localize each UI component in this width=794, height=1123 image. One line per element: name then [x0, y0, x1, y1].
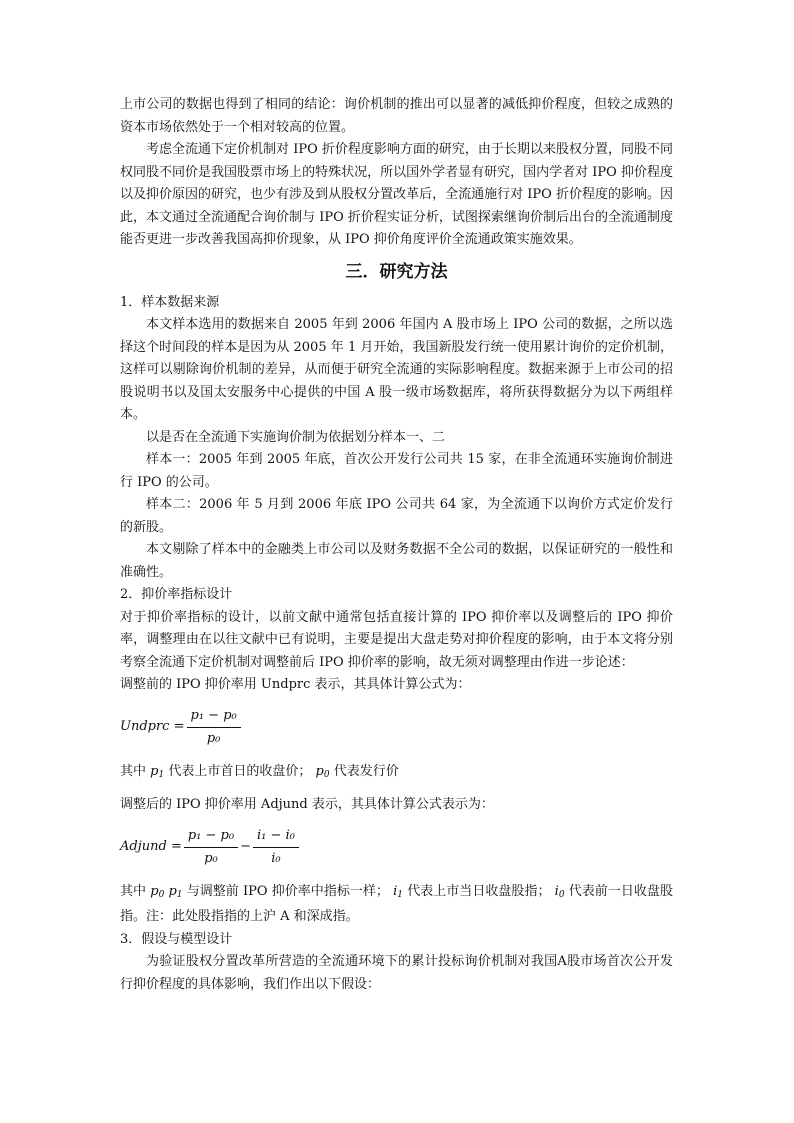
- paragraph-sample-one: 样本一：2005 年到 2005 年底，首次公开发行公司共 15 家，在非全流通环实施询价制进行 IPO 的公司。: [120, 452, 673, 490]
- paragraph-hypothesis-intro: 为验证股权分置改革所营造的全流通环境下的累计投标询价机制对我国A股市场首次公开发行抑价程度的具体影响，我们作出以下假设：: [120, 954, 673, 992]
- paragraph-research-motivation: 考虑全流通下定价机制对 IPO 折价程度影响方面的研究，由于长期以来股权分置，同股不同权同股不同价是我国股票市场上的特殊状况，所以国外学者显有研究，国内学者对 IPO 抑价程度以及抑价原因的研究，也少有涉及到从股权分置改革后，全流通施行对 IPO 折价程度的影响。因此，本文通过全流通配合询价制与 IPO 折价程实证分析，试图探索继询价制后出台的全流通制度能否更进一步改善我国高抑价现象，从 IPO 抑价角度评价全流通政策实施效果。: [120, 142, 673, 247]
- formula-adjund-lhs: Adjund =: [120, 839, 182, 855]
- section-title: 三．研究方法: [345, 261, 448, 282]
- formula-adjund: [120, 821, 673, 875]
- formula-adjund-denominator-index: i₀: [271, 851, 281, 866]
- paragraph-sample-exclusion: 本文剔除了样本中的金融类上市公司以及财务数据不全公司的数据，以保证研究的一般性和准确性。: [120, 542, 673, 580]
- formula-adjund-denominator-price: p₀: [204, 851, 218, 866]
- symbol-i0: $i_0$: [554, 883, 565, 900]
- subsection-heading-3: 3．假设与模型设计: [120, 931, 233, 947]
- symbol-p0-p1: $p_0$ $p_1$: [150, 883, 183, 900]
- text-i0-def: 代表前一日收盘股指。注：此处股指指的上沪 A 和深成指。: [120, 883, 673, 924]
- formula-undprc-numerator: p₁ − p₀: [187, 708, 241, 728]
- text-where-2: 其中: [120, 883, 147, 899]
- formula-undprc-denominator: p₀: [206, 731, 221, 746]
- paragraph-sample-split: 以是否在全流通下实施询价制为依据划分样本一、二: [146, 429, 446, 445]
- formula-adjund-numerator-index: i₁ − i₀: [253, 828, 299, 848]
- formula-undprc: [120, 701, 673, 755]
- text-where: 其中: [120, 763, 147, 779]
- paragraph-undprc-intro: 调整前的 IPO 抑价率用 Undprc 表示，其具体计算公式为：: [120, 677, 471, 692]
- text-p0-def: 代表发行价: [333, 763, 399, 779]
- paragraph-sample-two: 样本二：2006 年 5 月到 2006 年底 IPO 公司共 64 家，为全流通下以询价方式定价发行的新股。: [120, 497, 673, 535]
- paragraph-adjund-definitions: [120, 881, 673, 929]
- subsection-heading-2: 2．抑价率指标设计: [120, 587, 233, 602]
- paragraph-adjund-intro: 调整后的 IPO 抑价率用 Adjund 表示，其具体计算公式表示为：: [120, 797, 494, 812]
- text-same-as-before: 与调整前 IPO 抑价率中指标一样；: [186, 883, 389, 899]
- formula-adjund-fraction-price: [184, 828, 238, 867]
- text-p1-def: 代表上市首日的收盘价；: [168, 763, 312, 779]
- document-page: [120, 94, 673, 996]
- formula-undprc-lhs: Undprc =: [120, 719, 185, 735]
- symbol-p1: $p_1$: [150, 763, 165, 780]
- formula-adjund-fraction-index: [253, 828, 299, 867]
- paragraph-underpricing-design: 对于抑价率指标的设计，以前文献中通常包括直接计算的 IPO 抑价率以及调整后的 IPO 抑价率，调整理由在以往文献中已有说明，主要是提出大盘走势对抑价程度的影响，由于本文将分别考察全流通下定价机制对调整前后 IPO 抑价率的影响，故无须对调整理由作进一步论述：: [120, 609, 673, 670]
- paragraph-undprc-definitions: [120, 761, 673, 787]
- formula-undprc-fraction: [187, 708, 241, 747]
- paragraph-intro-continued: 上市公司的数据也得到了相同的结论：询价机制的推出可以显著的减低抑价程度，但较之成熟的资本市场依然处于一个相对较高的位置。: [120, 97, 673, 135]
- symbol-i1: $i_1$: [393, 883, 404, 900]
- symbol-p0: $p_0$: [315, 763, 330, 780]
- formula-adjund-numerator-price: p₁ − p₀: [184, 828, 238, 848]
- formula-adjund-minus: −: [240, 839, 251, 855]
- subsection-heading-1: 1．样本数据来源: [120, 294, 220, 310]
- text-i1-def: 代表上市当日收盘股指；: [407, 883, 551, 899]
- paragraph-sample-source: 本文样本选用的数据来自 2005 年到 2006 年国内 A 股市场上 IPO 公司的数据，之所以选择这个时间段的样本是因为从 2005 年 1 月开始，我国新股发行统一使用累计询价的定价机制，这样可以剔除询价机制的差异，从而便于研究全流通的实际影响程度。数据来源于上市公司的招股说明书以及国太安服务中心提供的中国 A 股一级市场数据库，将所获得数据分为以下两组样本。: [120, 317, 673, 422]
